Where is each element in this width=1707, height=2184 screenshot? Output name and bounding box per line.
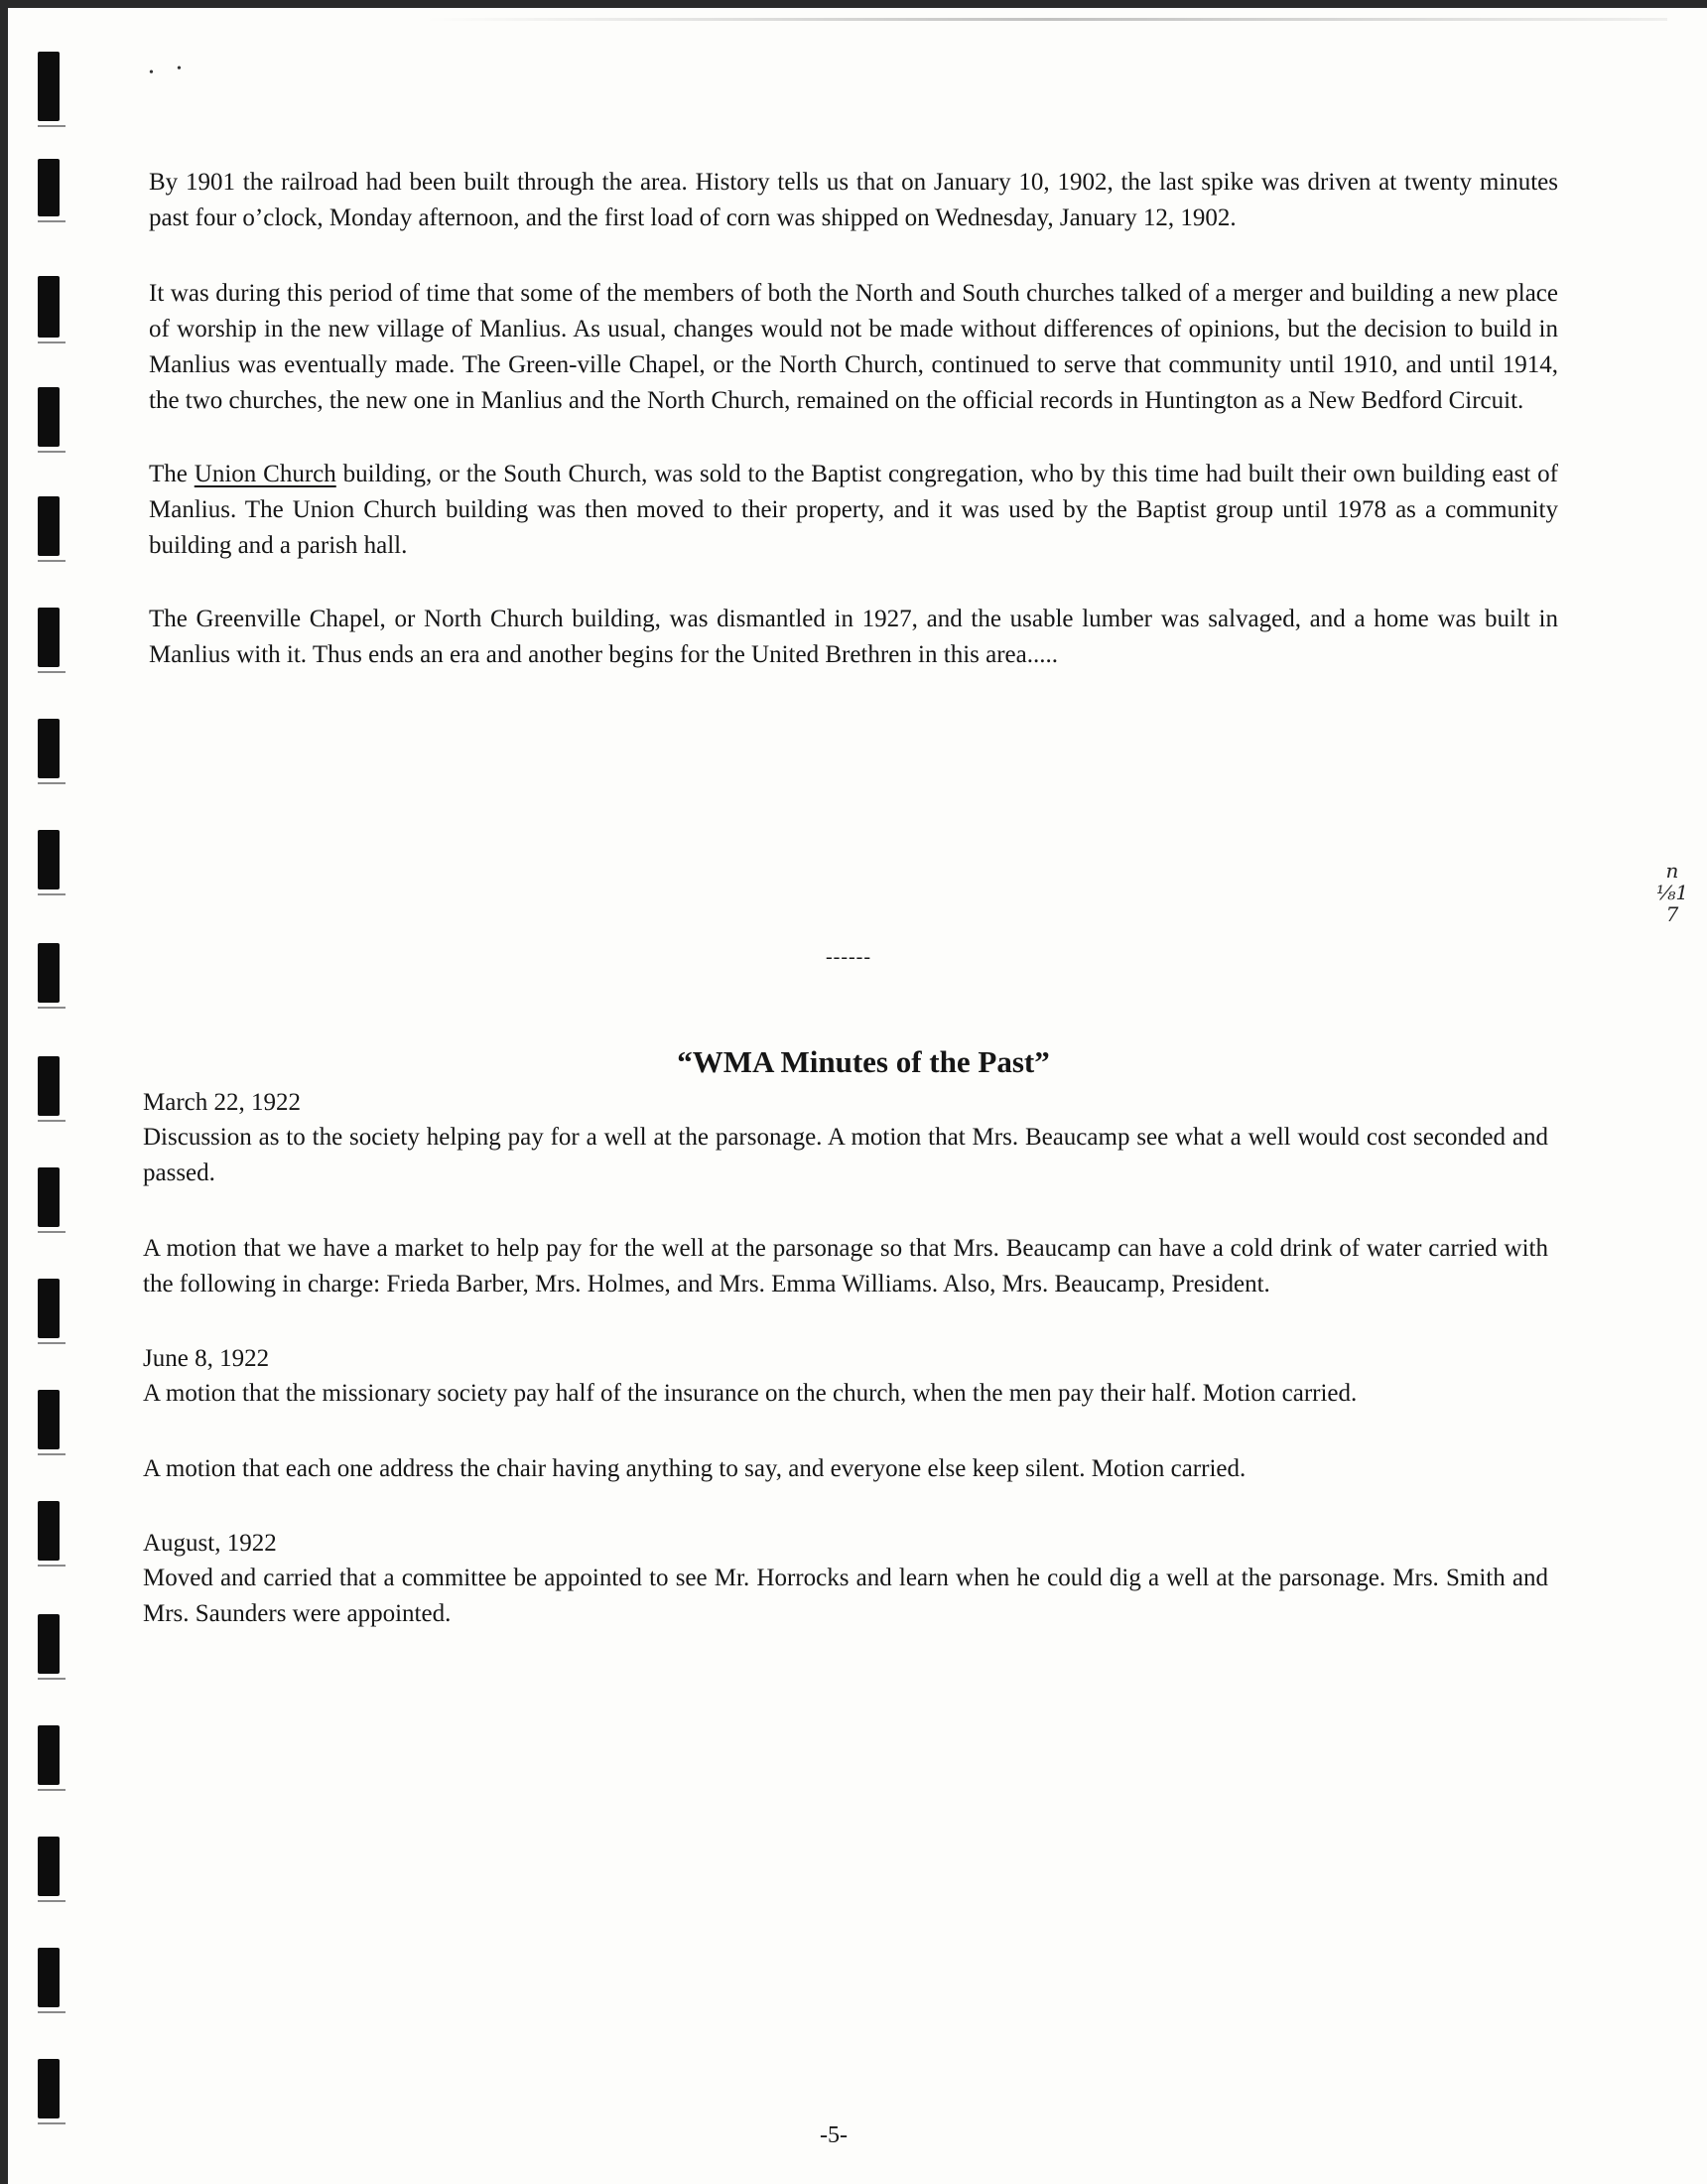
page-number: -5-: [820, 2122, 848, 2148]
scan-shadow: [427, 18, 1667, 21]
binder-hole: [38, 387, 60, 447]
scan-left-edge: [0, 0, 8, 2184]
minutes-entry: [143, 1086, 1548, 1302]
binder-hole: [38, 1501, 60, 1561]
binder-hole: [38, 496, 60, 556]
binder-hole: [38, 1056, 60, 1116]
binder-hole: [38, 1614, 60, 1674]
section-divider: ------: [826, 946, 871, 968]
binder-hole: [38, 1948, 60, 2007]
binder-hole: [38, 52, 60, 121]
minutes-text: A motion that each one address the chair having anything to say, and everyone else keep silent. Motion carried.: [143, 1455, 1247, 1482]
minutes-text: A motion that we have a market to help pay for the well at the parsonage so that Mrs. Beaucamp can have a cold drink of water carried with the following in charge: Frieda Barber, Mrs. Holmes, and Mrs. Emma Williams. Also, Mrs. Beaucamp, President.: [143, 1235, 1548, 1297]
minutes-text: Moved and carried that a committee be appointed to see Mr. Horrocks and learn when he could dig a well at the parsonage. Mrs. Smith and Mrs. Saunders were appointed.: [143, 1565, 1548, 1627]
minutes-heading: “WMA Minutes of the Past”: [677, 1044, 1050, 1079]
scan-speck: •: [149, 66, 154, 80]
binder-hole: [38, 1725, 60, 1785]
binder-hole: [38, 1390, 60, 1449]
binder-hole: [38, 1167, 60, 1227]
binder-hole: [38, 943, 60, 1003]
minutes-date: March 22, 1922: [143, 1089, 301, 1116]
railroad-paragraph: By 1901 the railroad had been built through the area. History tells us that on January 10, 1902, the last spike was driven at twenty minutes past four o’clock, Monday afternoon, and the first load of corn was shipped on Wednesday, January 12, 1902.: [149, 169, 1558, 231]
minutes-text: A motion that the missionary society pay half of the insurance on the church, when the men pay their half. Motion carried.: [143, 1380, 1358, 1407]
minutes-date: June 8, 1922: [143, 1345, 270, 1372]
binder-hole: [38, 1279, 60, 1338]
binder-hole: [38, 2059, 60, 2118]
binder-hole: [38, 159, 60, 216]
binder-hole: [38, 719, 60, 778]
handwritten-margin-note: n ⅛1 7: [1655, 859, 1689, 926]
minutes-text: Discussion as to the society helping pay for a well at the parsonage. A motion that Mrs. Beaucamp see what a well would cost seconded and passed.: [143, 1124, 1548, 1186]
greenville-paragraph: The Greenville Chapel, or North Church building, was dismantled in 1927, and the usable lumber was salvaged, and a home was built in Manlius with it. Thus ends an era and another begins for the United Brethren in this area.....: [149, 606, 1558, 668]
minutes-entry: [143, 1527, 1548, 1632]
union-church-underlined: Union Church: [194, 461, 336, 487]
merger-paragraph: It was during this period of time that some of the members of both the North and South churches talked of a merger and building a new place of worship in the new village of Manlius. As usual, changes would not be made without differences of opinions, but the decision to build in Manlius was eventually made. The Green-ville Chapel, or the North Church, continued to serve that community until 1910, and until 1914, the two churches, the new one in Manlius and the North Church, remained on the official records in Huntington as a New Bedford Circuit.: [149, 280, 1558, 414]
scan-top-edge: [0, 0, 1707, 8]
union-church-paragraph: [149, 457, 1558, 564]
scan-speck: •: [177, 62, 182, 76]
minutes-date: August, 1922: [143, 1530, 277, 1557]
binder-hole: [38, 1837, 60, 1896]
minutes-entry: [143, 1342, 1548, 1487]
binder-hole: [38, 830, 60, 889]
binder-hole: [38, 276, 60, 338]
minutes-section: [143, 1086, 1548, 1632]
history-section: [149, 165, 1558, 673]
union-post: building, or the South Church, was sold to the Baptist congregation, who by this time had built their own building east of Manlius. The Union Church building was then moved to their property, and it was used by the Baptist group until 1978 as a community building and a parish hall.: [149, 461, 1558, 559]
union-pre: The: [149, 461, 195, 487]
binder-hole: [38, 608, 60, 667]
